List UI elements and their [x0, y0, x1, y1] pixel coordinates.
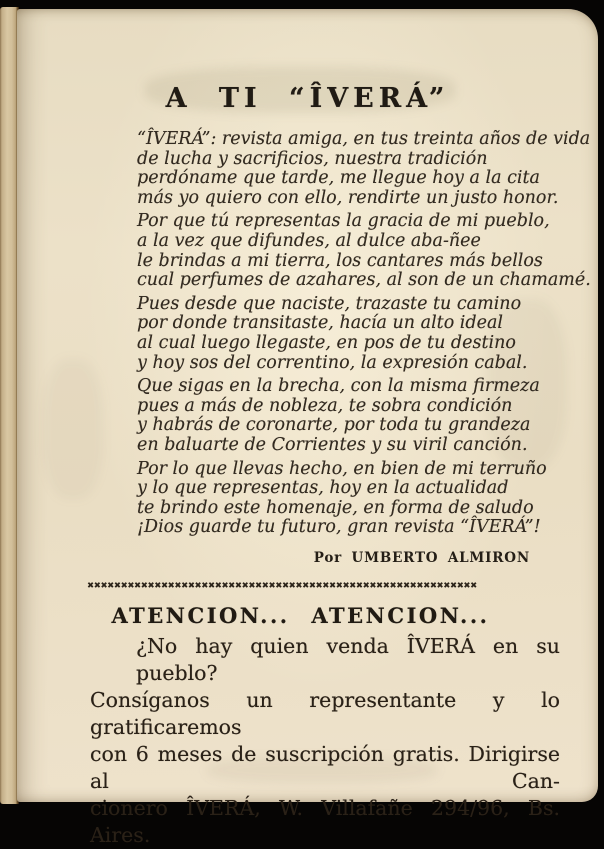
- attention-line: ¿No hay quien venda ÎVERÁ en su pueblo?: [136, 634, 560, 685]
- poem-line: Por que tú representas la gracia de mi pueblo,: [137, 211, 550, 232]
- poem-stanza: [137, 295, 557, 373]
- poem-line: Pues desde que naciste, trazaste tu camino: [137, 293, 522, 314]
- poem-stanza: [137, 211, 591, 291]
- poem-line: le brindas a mi tierra, los cantares más bellos: [137, 250, 543, 271]
- poem-line: Por lo que llevas hecho, en bien de mi terruño: [137, 458, 547, 479]
- poem-line: “ÎVERÁ”: revista amiga, en tus treinta años de vida: [137, 129, 591, 149]
- poem-line: a la vez que difundes, al dulce aba-ñee: [137, 230, 481, 251]
- poem-line: por donde transitaste, hacía un alto ideal: [137, 313, 503, 334]
- poem-line: perdóname que tarde, me llegue hoy a la cita: [137, 168, 540, 189]
- poem-line: te brindo este homenaje, en forma de saludo: [137, 497, 534, 518]
- show-through-ghost: [43, 359, 103, 499]
- attention-line: cionero ÎVERÁ, W. Villafañe 294/96, Bs. Aires.: [90, 796, 560, 847]
- poem-line: y lo que representas, hoy en la actualidad: [137, 478, 509, 499]
- poem-stanza: [137, 129, 591, 208]
- attention-line: Consíganos un representante y lo gratificaremos: [90, 688, 560, 739]
- poem-stanza: [137, 377, 557, 455]
- poem-line: y hoy sos del correntino, la expresión cabal.: [137, 352, 528, 373]
- poem-line: Que sigas en la brecha, con la misma firmeza: [137, 376, 540, 397]
- poem-line: cual perfumes de azahares, al son de un chamamé.: [137, 270, 591, 291]
- ornament-separator: ✖✖✖✖✖✖✖✖✖✖✖✖✖✖✖✖✖✖✖✖✖✖✖✖✖✖✖✖✖✖✖✖✖✖✖✖✖✖✖✖✖✖✖✖✖✖✖✖✖✖✖✖✖✖✖✖✖✖: [87, 581, 477, 591]
- poem-line: en baluarte de Corrientes y su viril canción.: [137, 434, 528, 455]
- poem-line: y habrás de coronarte, por toda tu grandeza: [137, 415, 531, 436]
- page: [17, 9, 598, 847]
- poem-line: al cual luego llegaste, en pos de tu destino: [137, 332, 516, 353]
- poem: [137, 129, 591, 542]
- page-title: A TI “ÎVERÁ”: [165, 83, 450, 114]
- author-byline: Por UMBERTO ALMIRON: [313, 550, 530, 566]
- attention-paragraph: [90, 633, 560, 849]
- attention-heading: ATENCION... ATENCION...: [111, 603, 490, 628]
- poem-line: pues a más de nobleza, te sobra condición: [137, 395, 513, 416]
- attention-line: con 6 meses de suscripción gratis. Dirigirse al Can-: [90, 742, 560, 793]
- poem-line: de lucha y sacrificios, nuestra tradición: [137, 148, 488, 169]
- poem-line: ¡Dios guarde tu futuro, gran revista “ÎVERÁ”!: [137, 517, 541, 538]
- poem-line: más yo quiero con ello, rendirte un justo honor.: [137, 187, 559, 208]
- poem-stanza: [137, 460, 557, 538]
